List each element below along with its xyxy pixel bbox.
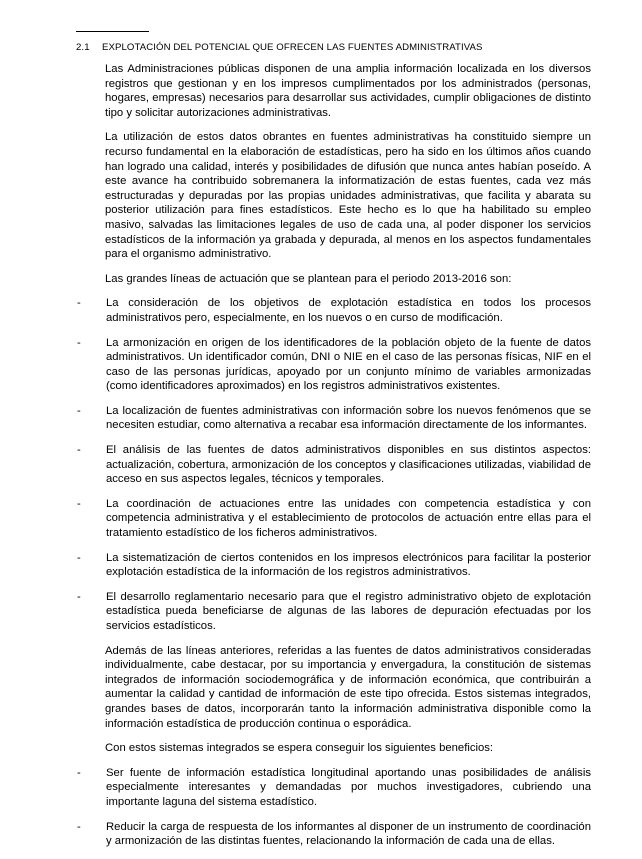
- list-item: [76, 443, 591, 487]
- list-item-text: El análisis de las fuentes de datos administrativos disponibles en sus distintos aspectos: actualización, cobertura, armonización de los conceptos y clasificaciones utilizadas, viabilidad de acceso en sus aspectos legales, técnicos y temporales.: [106, 444, 591, 486]
- list-item: [76, 820, 591, 849]
- section-title: EXPLOTACIÓN DEL POTENCIAL QUE OFRECEN LAS FUENTES ADMINISTRATIVAS: [102, 42, 483, 53]
- list-item: [76, 551, 591, 580]
- list-item-text: Reducir la carga de respuesta de los informantes al disponer de un instrumento de coordinación y armonización de las distintas fuentes, relacionando la información de cada una de ellas.: [106, 820, 591, 848]
- section-heading: [76, 42, 602, 53]
- list-item-text: La consideración de los objetivos de explotación estadística en todos los procesos administrativos pero, especialmente, en los nuevos o en curso de modificación.: [106, 297, 591, 324]
- paragraph-administrative-sources: La utilización de estos datos obrantes en fuentes administrativas ha constituido siempre un recurso fundamental en la elaboración de estadísticas, pero ha sido en los últimos años cuando han logrado una calidad, interés y posibilidades de difusión que nunca antes habían poseído. A este avance ha contribuido sobremanera la informatización de estas fuentes, cada vez más estructuradas y depuradas por las propias unidades administrativas, que facilita y abarata su posterior utilización para fines estadísticos. Este hecho es lo que ha habilitado su empleo masivo, salvadas las limitaciones legales de uso de cada una, al poder disponer los servicios estadísticos de la información ya grabada y depurada, al menos en los aspectos fundamentales para el organismo administrativo.: [105, 131, 591, 261]
- list-item: [76, 336, 591, 394]
- bullet-dash: -: [77, 590, 81, 603]
- paragraph-action-lines-intro: Las grandes líneas de actuación que se plantean para el periodo 2013-2016 son:: [105, 272, 512, 285]
- list-item: [76, 497, 591, 541]
- section-number: 2.1: [76, 42, 90, 53]
- bullet-dash: -: [77, 766, 81, 779]
- bullet-dash: -: [77, 336, 81, 349]
- list-item-text: La localización de fuentes administrativas con información sobre los nuevos fenómenos que se necesiten estudiar, como alternativa a recabar esa información directamente de los informantes.: [106, 404, 591, 432]
- list-item: [76, 766, 591, 810]
- paragraph-benefits-intro: Con estos sistemas integrados se espera conseguir los siguientes beneficios:: [105, 742, 494, 755]
- bullet-dash: -: [77, 497, 81, 510]
- action-lines-list: [77, 296, 591, 633]
- list-item-text: La armonización en origen de los identificadores de la población objeto de la fuente de datos administrativos. Un identificador común, DNI o NIE en el caso de las personas físicas, NIF en el caso de las personas jurídicas, apoyado por un conjunto mínimo de variables armonizadas (como identificadores aproximados) en los registros administrativos existentes.: [106, 336, 591, 393]
- paragraph-integrated-systems: Además de las líneas anteriores, referidas a las fuentes de datos administrativos consideradas individualmente, cabe destacar, por su importancia y envergadura, la constitución de sistemas integrados de información sociodemográfica y de información económica, que contribuirán a aumentar la calidad y cantidad de información de este tipo ofrecida. Estos sistemas integrados, grandes bases de datos, incorporarán tanto la información administrativa disponible como la información estadística de producción continua o esporádica.: [105, 644, 591, 730]
- bullet-dash: -: [77, 297, 81, 310]
- list-item-text: La sistematización de ciertos contenidos en los impresos electrónicos para facilitar la posterior explotación estadística de la información de los registros administrativos.: [106, 551, 591, 579]
- footnote-separator-rule: [76, 31, 149, 32]
- list-item-text: Ser fuente de información estadística longitudinal aportando unas posibilidades de análisis especialmente interesantes y demandadas por muchos investigadores, cubriendo una importante laguna del sistema estadístico.: [106, 766, 591, 808]
- list-item-text: El desarrollo reglamentario necesario para que el registro administrativo objeto de explotación estadística pueda beneficiarse de algunas de las labores de depuración efectuadas por los servicios estadísticos.: [106, 590, 591, 632]
- bullet-dash: -: [77, 820, 81, 833]
- bullet-dash: -: [77, 551, 81, 564]
- bullet-dash: -: [77, 404, 81, 417]
- bullet-dash: -: [77, 444, 81, 457]
- paragraph-intro: Las Administraciones públicas disponen de una amplia información localizada en los diversos registros que gestionan y en los impresos cumplimentados por los administrados (personas, hogares, empresas) necesarios para desarrollar sus actividades, cumplir obligaciones de distinto tipo y solicitar autorizaciones administrativas.: [105, 63, 591, 119]
- list-item: [76, 404, 591, 433]
- list-item-text: La coordinación de actuaciones entre las unidades con competencia estadística y con competencia administrativa y el establecimiento de protocolos de actuación entre ellas para el tratamiento estadístico de los ficheros administrativos.: [106, 497, 591, 540]
- list-item: [76, 296, 591, 325]
- list-item: [76, 590, 591, 634]
- benefits-list: [77, 766, 591, 849]
- document-body: [77, 62, 591, 859]
